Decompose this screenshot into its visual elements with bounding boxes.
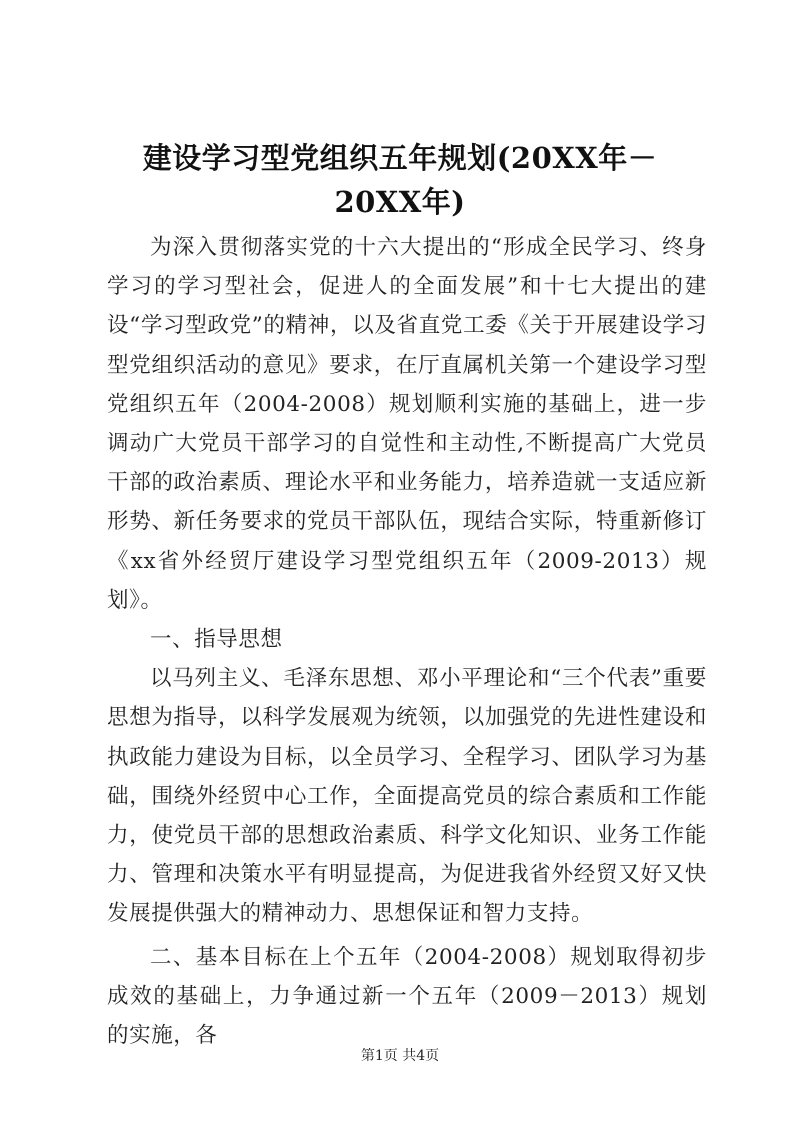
page-number-footer: 第1页 共4页 [360, 1048, 440, 1064]
document-title: 建设学习型党组织五年规划(20XX年－20XX年) [142, 141, 658, 219]
paragraph-guiding-thought: 以马列主义、毛泽东思想、邓小平理论和“三个代表”重要思想为指导，以科学发展观为统领，以加强党的先进性建设和执政能力建设为目标，以全员学习、全程学习、团队学习为基础，围绕外经贸中心工作，全面提高党员的综合素质和工作能力，使党员干部的思想政治素质、科学文化知识、业务工作能力、管理和决策水平有明显提高，为促进我省外经贸又好又快发展提供强大的精神动力、思想保证和智力支持。 [107, 666, 707, 927]
document-body [107, 228, 707, 1055]
paragraph-basic-goals: 二、基本目标在上个五年（2004-2008）规划取得初步成效的基础上，力争通过新一个五年（2009－2013）规划的实施，各 [107, 944, 707, 1049]
paragraph-intro: 为深入贯彻落实党的十六大提出的“形成全民学习、终身学习的学习型社会，促进人的全面发展”和十七大提出的建设“学习型政党”的精神，以及省直党工委《关于开展建设学习型党组织活动的意见》要求，在厅直属机关第一个建设学习型党组织五年（2004-2008）规划顺利实施的基础上，进一步调动广大党员干部学习的自觉性和主动性,不断提高广大党员干部的政治素质、理论水平和业务能力，培养造就一支适应新形势、新任务要求的党员干部队伍，现结合实际，特重新修订《xx省外经贸厅建设学习型党组织五年（2009-2013）规划》。 [107, 235, 707, 613]
section-heading-guiding-thought: 一、指导思想 [150, 627, 283, 653]
